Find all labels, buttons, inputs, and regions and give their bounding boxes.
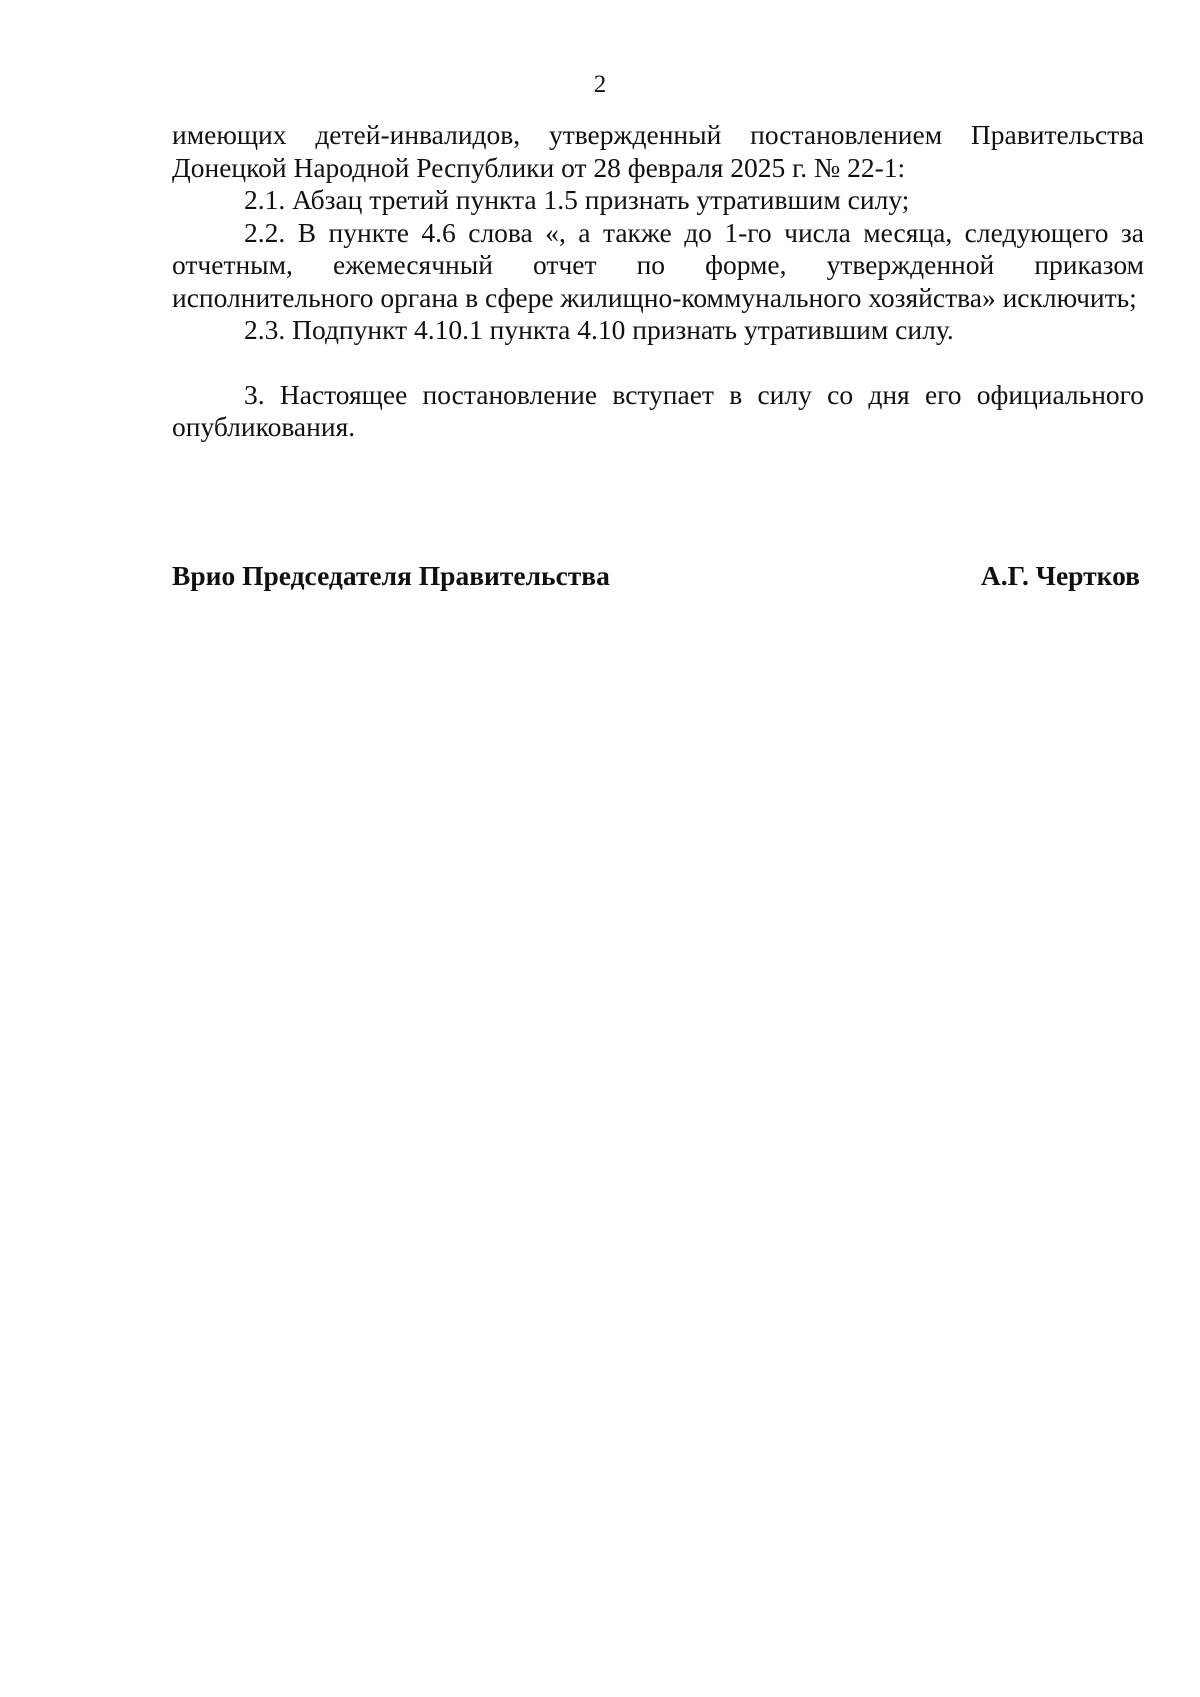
signatory-name: А.Г. Чертков [980,560,1140,591]
paragraph-3: 3. Настоящее постановление вступает в силу со дня его официального опубликования. [172,378,1144,442]
signatory-position: Врио Председателя Правительства [172,560,610,591]
paragraph-2-3: 2.3. Подпункт 4.10.1 пункта 4.10 признать утратившим силу. [244,314,954,345]
document-body [172,119,1144,444]
paragraph-2-2: 2.2. В пункте 4.6 слова «, а также до 1-го числа месяца, следующего за отчетным, ежемесячный отчет по форме, утвержденной приказом исполнительного органа в сфере жилищно-коммунального хозяйства» исключить; [172,216,1144,313]
paragraph-2-1: 2.1. Абзац третий пункта 1.5 признать утратившим силу; [244,184,910,215]
paragraph-continuation: имеющих детей-инвалидов, утвержденный постановлением Правительства Донецкой Народной Республики от 28 февраля 2025 г. № 22-1: [172,119,1144,183]
page-number: 2 [593,71,607,98]
